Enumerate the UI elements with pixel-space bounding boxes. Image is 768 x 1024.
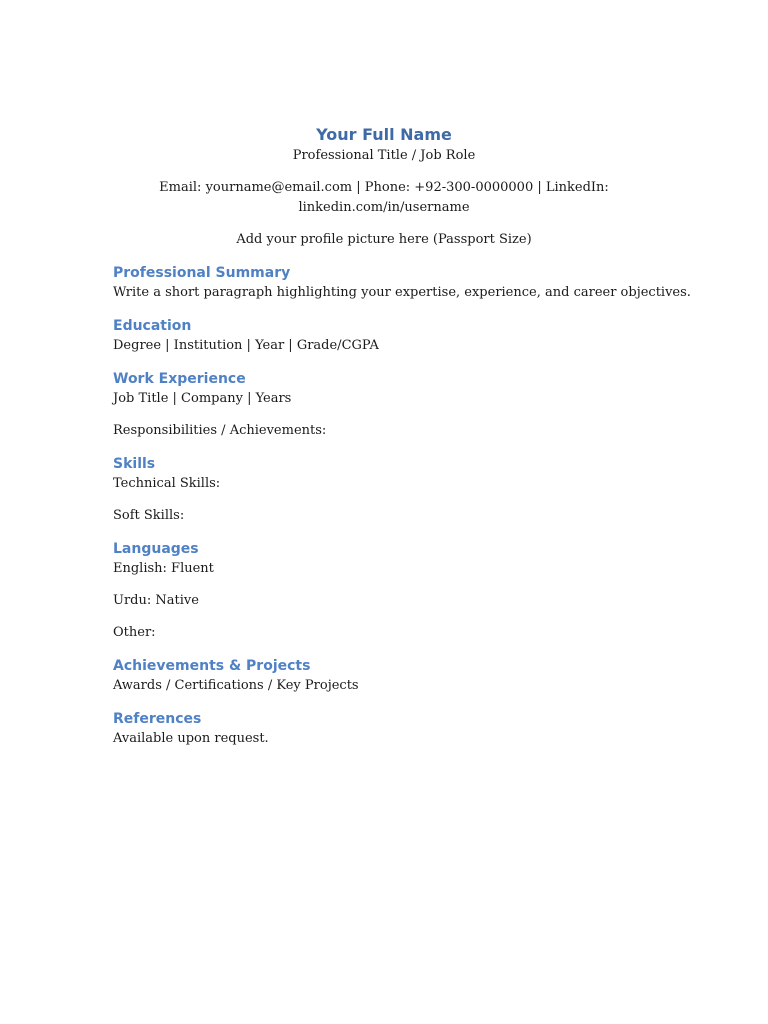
language-other: Other: [113,625,156,640]
full-name: Your Full Name [316,125,452,144]
section-heading: Skills [113,456,156,472]
references-entry: Available upon request. [113,731,269,746]
summary-text: Write a short paragraph highlighting your expertise, experience, and career objectives. [113,285,691,300]
contact-line-2: linkedin.com/in/username [298,200,470,215]
contact-line-1: Email: yourname@email.com | Phone: +92-300-0000000 | LinkedIn: [159,180,609,195]
achievements-entry: Awards / Certifications / Key Projects [113,678,359,693]
section-heading: Languages [113,541,199,557]
section-work-experience [113,369,655,441]
section-heading: Professional Summary [113,265,291,281]
soft-skills-line: Soft Skills: [113,508,185,523]
responsibilities-line: Responsibilities / Achievements: [113,423,327,438]
language-urdu: Urdu: Native [113,593,199,608]
contact-info [113,178,655,218]
technical-skills-line: Technical Skills: [113,476,221,491]
experience-entry: Job Title | Company | Years [113,391,292,406]
section-heading: References [113,711,202,727]
section-achievements-projects [113,656,655,696]
section-skills [113,454,655,526]
job-title: Professional Title / Job Role [292,148,476,163]
section-heading: Education [113,318,192,334]
resume-page [113,124,691,749]
profile-picture-note: Add your profile picture here (Passport Size) [236,232,532,247]
resume-header [113,124,655,250]
section-education [113,316,655,356]
language-english: English: Fluent [113,561,214,576]
education-entry: Degree | Institution | Year | Grade/CGPA [113,338,379,353]
section-heading: Work Experience [113,371,246,387]
section-references [113,709,655,749]
section-languages [113,539,655,643]
section-heading: Achievements & Projects [113,658,311,674]
section-professional-summary [113,263,691,303]
